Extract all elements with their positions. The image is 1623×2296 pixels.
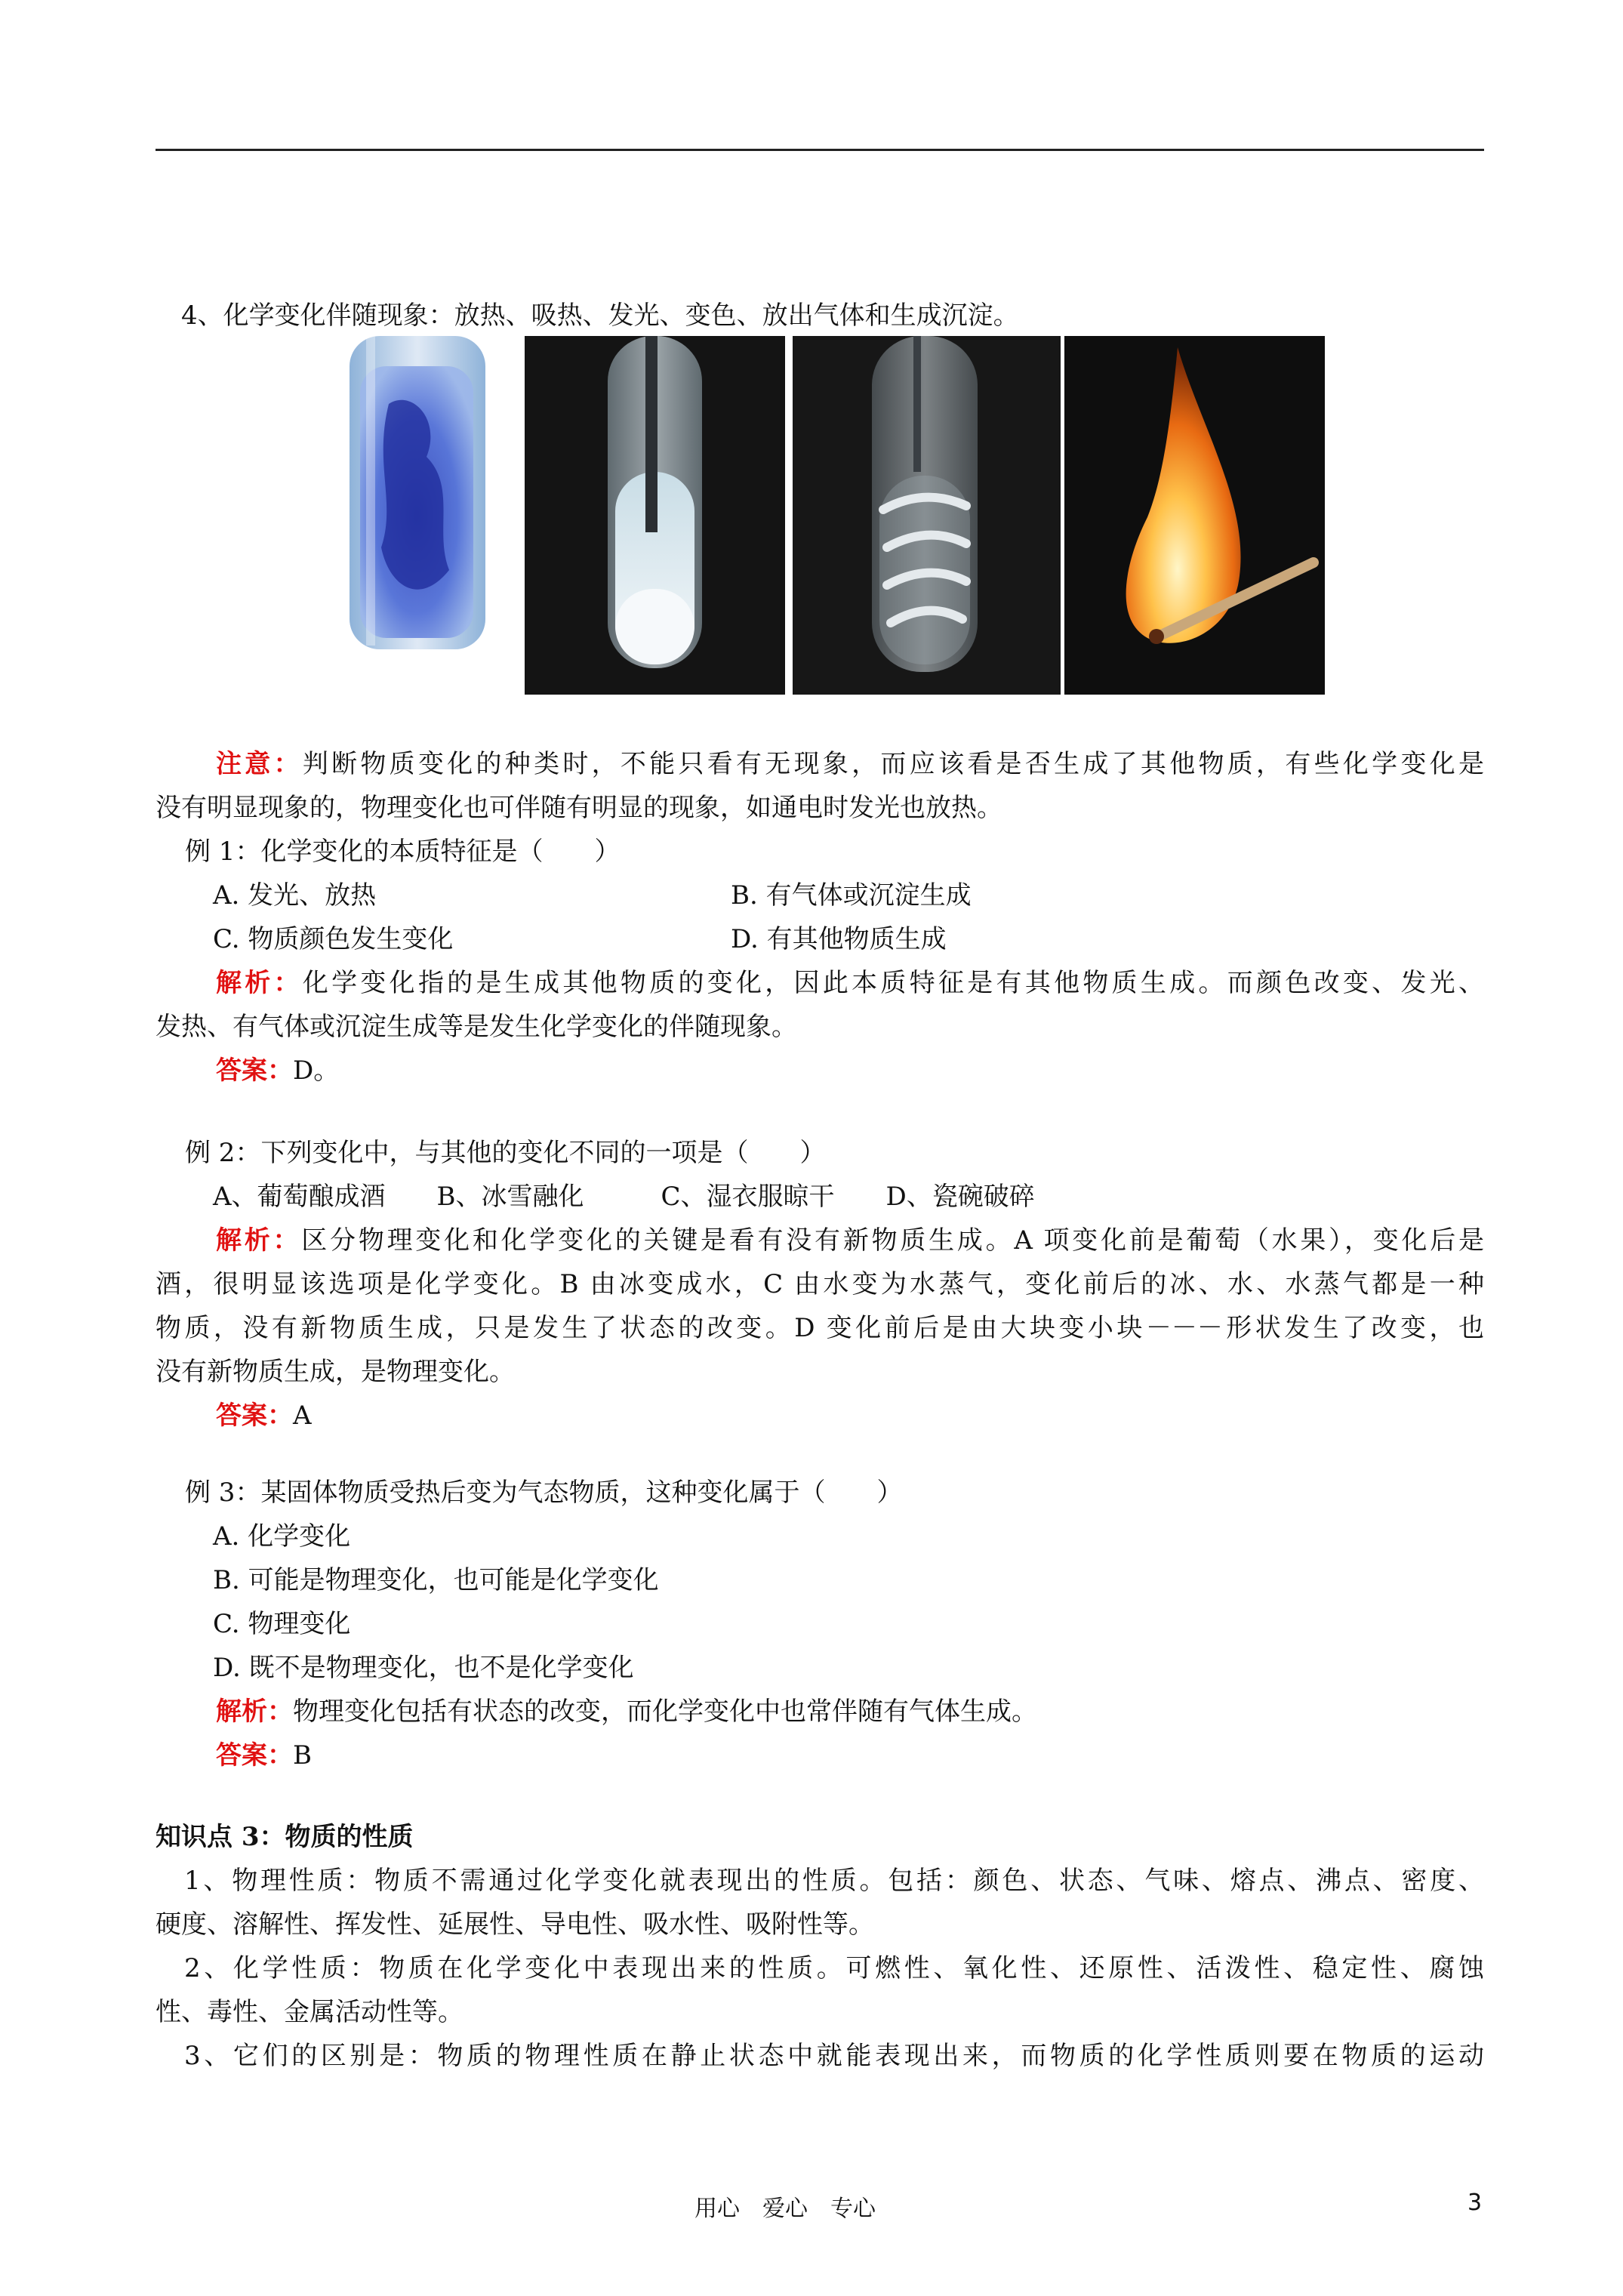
blue-precipitate-photo [343, 336, 494, 653]
ex3-option-b: B. 可能是物理变化，也可能是化学变化 [213, 1565, 659, 1595]
page-number: 3 [1467, 2190, 1483, 2216]
ex1-option-a: A. 发光、放热 [213, 880, 377, 911]
kp3-p2-line-1: 2、化学性质：物质在化学变化中表现出来的性质。可燃性、氧化性、还原性、活泼性、稳定性、腐蚀 [184, 1953, 1484, 1983]
kp3-p3-line-1: 3、它们的区别是：物质的物理性质在静止状态中就能表现出来，而物质的化学性质则要在物质的运动 [184, 2041, 1484, 2071]
note-line-1: 注意：判断物质变化的种类时，不能只看有无现象，而应该看是否生成了其他物质，有些化学变化是 [216, 749, 1485, 779]
ex1-question: 例 1：化学变化的本质特征是（ ） [185, 837, 621, 867]
ex3-option-c: C. 物理变化 [213, 1609, 351, 1639]
ex3-question: 例 3：某固体物质受热后变为气态物质，这种变化属于（ ） [185, 1478, 903, 1508]
kp3-p2-line-2: 性、毒性、金属活动性等。 [156, 1997, 463, 2027]
flame-photo [1064, 336, 1325, 695]
ex1-option-c: C. 物质颜色发生变化 [213, 924, 454, 954]
white-precipitate-photo [525, 336, 785, 695]
section-4-line: 4、化学变化伴随现象：放热、吸热、发光、变色、放出气体和生成沉淀。 [181, 300, 1019, 331]
kp3-p1-line-2: 硬度、溶解性、挥发性、延展性、导电性、吸水性、吸附性等。 [156, 1909, 874, 1940]
ex1-analysis-line-2: 发热、有气体或沉淀生成等是发生化学变化的伴随现象。 [156, 1012, 797, 1042]
ex2-analysis-line-4: 没有新物质生成，是物理变化。 [156, 1357, 515, 1387]
ex3-analysis: 解析：物理变化包括有状态的改变，而化学变化中也常伴随有气体生成。 [216, 1697, 1037, 1727]
ex3-option-d: D. 既不是物理变化，也不是化学变化 [213, 1653, 634, 1683]
footer-motto: 用心 爱心 专心 [694, 2196, 876, 2222]
ex1-option-d: D. 有其他物质生成 [731, 924, 947, 954]
header-rule [156, 149, 1484, 151]
ex2-question: 例 2：下列变化中，与其他的变化不同的一项是（ ） [185, 1138, 826, 1168]
note-line-2: 没有明显现象的，物理变化也可伴随有明显的现象，如通电时发光也放热。 [156, 793, 1002, 823]
ex2-options: A、葡萄酿成酒 B、冰雪融化 C、湿衣服晾干 D、瓷碗破碎 [213, 1182, 1035, 1212]
ex2-analysis-line-1: 解析：区分物理变化和化学变化的关键是看有没有新物质生成。A 项变化前是葡萄（水果），变化后是 [216, 1225, 1485, 1256]
ex2-analysis-line-2: 酒，很明显该选项是化学变化。B 由冰变成水，C 由水变为水蒸气，变化前后的冰、水、水蒸气都是一种 [156, 1269, 1484, 1299]
kp3-p1-line-1: 1、物理性质：物质不需通过化学变化就表现出的性质。包括：颜色、状态、气味、熔点、沸点、密度、 [184, 1866, 1484, 1896]
ex1-analysis-line-1: 解析：化学变化指的是生成其他物质的变化，因此本质特征是有其他物质生成。而颜色改变、发光、 [216, 968, 1485, 998]
kp3-title: 知识点 3：物质的性质 [156, 1822, 414, 1852]
ex2-answer: 答案：A [216, 1401, 312, 1431]
ex1-answer: 答案：D。 [216, 1056, 340, 1086]
ex3-answer: 答案：B [216, 1740, 312, 1771]
ex3-option-a: A. 化学变化 [213, 1521, 351, 1552]
ex1-option-b: B. 有气体或沉淀生成 [731, 880, 972, 911]
metal-coil-photo [793, 336, 1061, 695]
ex2-analysis-line-3: 物质，没有新物质生成，只是发生了状态的改变。D 变化前后是由大块变小块－－－形状发生了改变，也 [156, 1313, 1484, 1343]
